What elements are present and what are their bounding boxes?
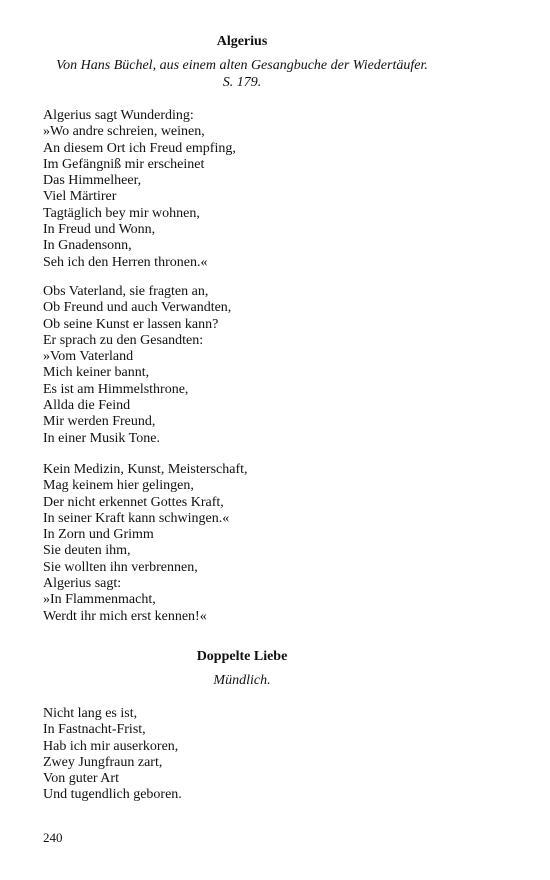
- verse-line: Das Himmelheer,: [43, 173, 142, 189]
- poem-source: Von Hans Büchel, aus einem alten Gesangbuche der Wiedertäufer.: [56, 58, 428, 73]
- verse-line: Ob seine Kunst er lassen kann?: [43, 316, 219, 332]
- verse-line: Kein Medizin, Kunst, Meisterschaft,: [43, 462, 248, 477]
- verse-line: »Vom Vaterland: [43, 349, 134, 365]
- stanza: [43, 706, 503, 804]
- verse-line: In einer Musik Tone.: [43, 430, 160, 446]
- verse-line: Es ist am Himmelsthrone,: [43, 381, 189, 397]
- verse-line: In Freud und Wonn,: [43, 222, 156, 238]
- verse-line: Algerius sagt Wunderding:: [43, 108, 194, 123]
- poem-source-page: S. 179.: [222, 75, 262, 90]
- verse-line: Werdt ihr mich erst kennen!«: [43, 608, 207, 624]
- poem-title: Doppelte Liebe: [196, 649, 288, 664]
- verse-line: Allda die Feind: [43, 398, 131, 414]
- verse-line: Mich keiner bannt,: [43, 365, 150, 381]
- verse-line: Mag keinem hier gelingen,: [43, 478, 194, 494]
- page-number: 240: [43, 830, 63, 845]
- poem-title: Algerius: [216, 34, 268, 49]
- poem-source: Mündlich.: [213, 673, 271, 688]
- verse-line: Mir werden Freund,: [43, 414, 156, 430]
- verse-line: In Fastnacht-Frist,: [43, 722, 146, 738]
- verse-line: Seh ich den Herren thronen.«: [43, 254, 208, 270]
- verse-line: Ob Freund und auch Verwandten,: [43, 300, 232, 316]
- stanza: [43, 462, 503, 625]
- verse-line: Er sprach zu den Gesandten:: [43, 332, 204, 348]
- stanza: [43, 284, 503, 447]
- verse-line: Und tugendlich geboren.: [43, 787, 182, 803]
- verse-line: »In Flammenmacht,: [43, 592, 156, 608]
- verse-line: Obs Vaterland, sie fragten an,: [43, 284, 209, 299]
- stanza: [43, 108, 503, 271]
- verse-line: Nicht lang es ist,: [43, 706, 138, 721]
- verse-line: Der nicht erkennet Gottes Kraft,: [43, 494, 224, 510]
- verse-line: Algerius sagt:: [43, 576, 122, 592]
- verse-line: »Wo andre schreien, weinen,: [43, 124, 205, 140]
- verse-line: Sie wollten ihn verbrennen,: [43, 559, 198, 575]
- verse-line: Sie deuten ihm,: [43, 543, 131, 559]
- verse-line: In Gnadensonn,: [43, 238, 132, 254]
- verse-line: In Zorn und Grimm: [43, 527, 154, 543]
- verse-line: Tagtäglich bey mir wohnen,: [43, 205, 200, 221]
- verse-line: Hab ich mir auserkoren,: [43, 738, 179, 754]
- verse-line: Viel Märtirer: [43, 189, 117, 205]
- verse-line: In seiner Kraft kann schwingen.«: [43, 510, 230, 526]
- verse-line: Zwey Jungfraun zart,: [43, 754, 163, 770]
- verse-line: An diesem Ort ich Freud empfing,: [43, 140, 236, 156]
- verse-line: Im Gefängniß mir erscheinet: [43, 156, 205, 172]
- verse-line: Von guter Art: [43, 771, 119, 787]
